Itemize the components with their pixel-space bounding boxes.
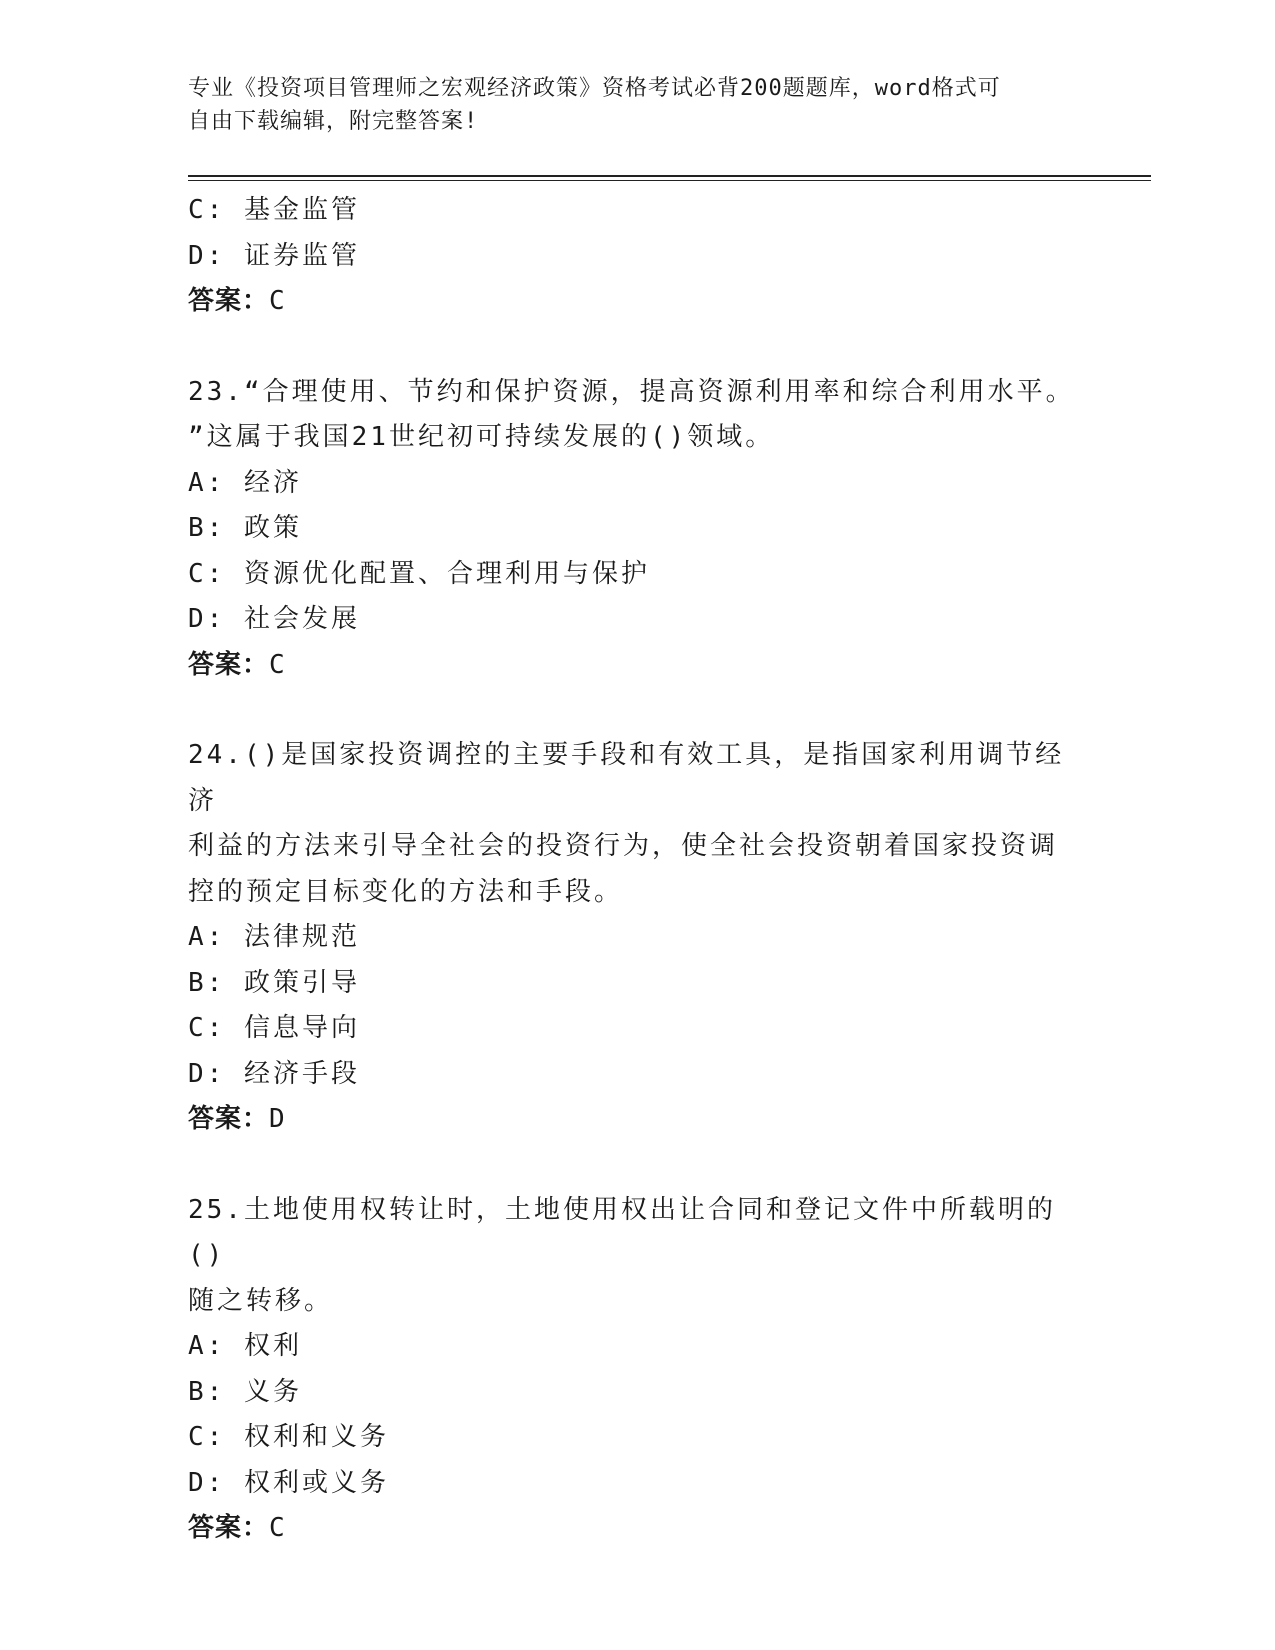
question-22-continuation [188, 188, 1108, 325]
option-b: B: 政策 [188, 513, 302, 543]
option-a: A: 法律规范 [188, 922, 360, 952]
header-title-line-2: 自由下载编辑，附完整答案! [188, 109, 479, 134]
stem-line: 25.土地使用权转让时，土地使用权出让合同和登记文件中所载明的() [188, 1194, 1056, 1270]
option-b: B: 政策引导 [188, 967, 360, 998]
question-stem [188, 1188, 1088, 1325]
header-title-line-1: 专业《投资项目管理师之宏观经济政策》资格考试必背200题题库，word格式可 [188, 76, 1001, 101]
answer-value: C [269, 286, 286, 316]
option-c: C: 基金监管 [188, 195, 360, 225]
answer-line [188, 1097, 1108, 1143]
answer-label: 答案： [188, 286, 270, 316]
question-stem [188, 733, 1088, 915]
option-a: A: 权利 [188, 1331, 302, 1361]
answer-line [188, 643, 1108, 689]
option-d: D: 证券监管 [188, 240, 360, 271]
answer-line [188, 1506, 1108, 1552]
question-23 [188, 370, 1108, 689]
answer-value: C [269, 649, 286, 680]
stem-line: 随之转移。 [188, 1285, 334, 1316]
stem-line: 24.()是国家投资调控的主要手段和有效工具，是指国家利用调节经济 [188, 740, 1065, 816]
header-divider-thin [188, 180, 1151, 181]
answer-line [188, 279, 1108, 325]
stem-line: 控的预定目标变化的方法和手段。 [188, 876, 624, 907]
answer-value: D [269, 1104, 286, 1134]
option-a: A: 经济 [188, 467, 302, 498]
question-list [188, 188, 1108, 1552]
document-header [188, 72, 1088, 138]
answer-label: 答案： [188, 1104, 270, 1134]
option-d: D: 社会发展 [188, 604, 360, 634]
option-d: D: 权利或义务 [188, 1467, 389, 1498]
question-24 [188, 733, 1108, 1143]
question-stem [188, 370, 1088, 461]
option-c: C: 资源优化配置、合理利用与保护 [188, 558, 650, 589]
answer-value: C [269, 1513, 286, 1543]
answer-label: 答案： [188, 649, 270, 680]
question-25 [188, 1188, 1108, 1552]
stem-line: 利益的方法来引导全社会的投资行为，使全社会投资朝着国家投资调 [188, 831, 1059, 861]
stem-line: ”这属于我国21世纪初可持续发展的()领域。 [188, 422, 775, 452]
header-divider-thick [188, 175, 1151, 177]
stem-line: 23.“合理使用、节约和保护资源，提高资源利用率和综合利用水平。 [188, 376, 1075, 407]
option-c: C: 权利和义务 [188, 1422, 389, 1452]
option-d: D: 经济手段 [188, 1058, 360, 1089]
option-c: C: 信息导向 [188, 1013, 360, 1043]
answer-label: 答案： [188, 1513, 270, 1543]
option-b: B: 义务 [188, 1376, 302, 1407]
